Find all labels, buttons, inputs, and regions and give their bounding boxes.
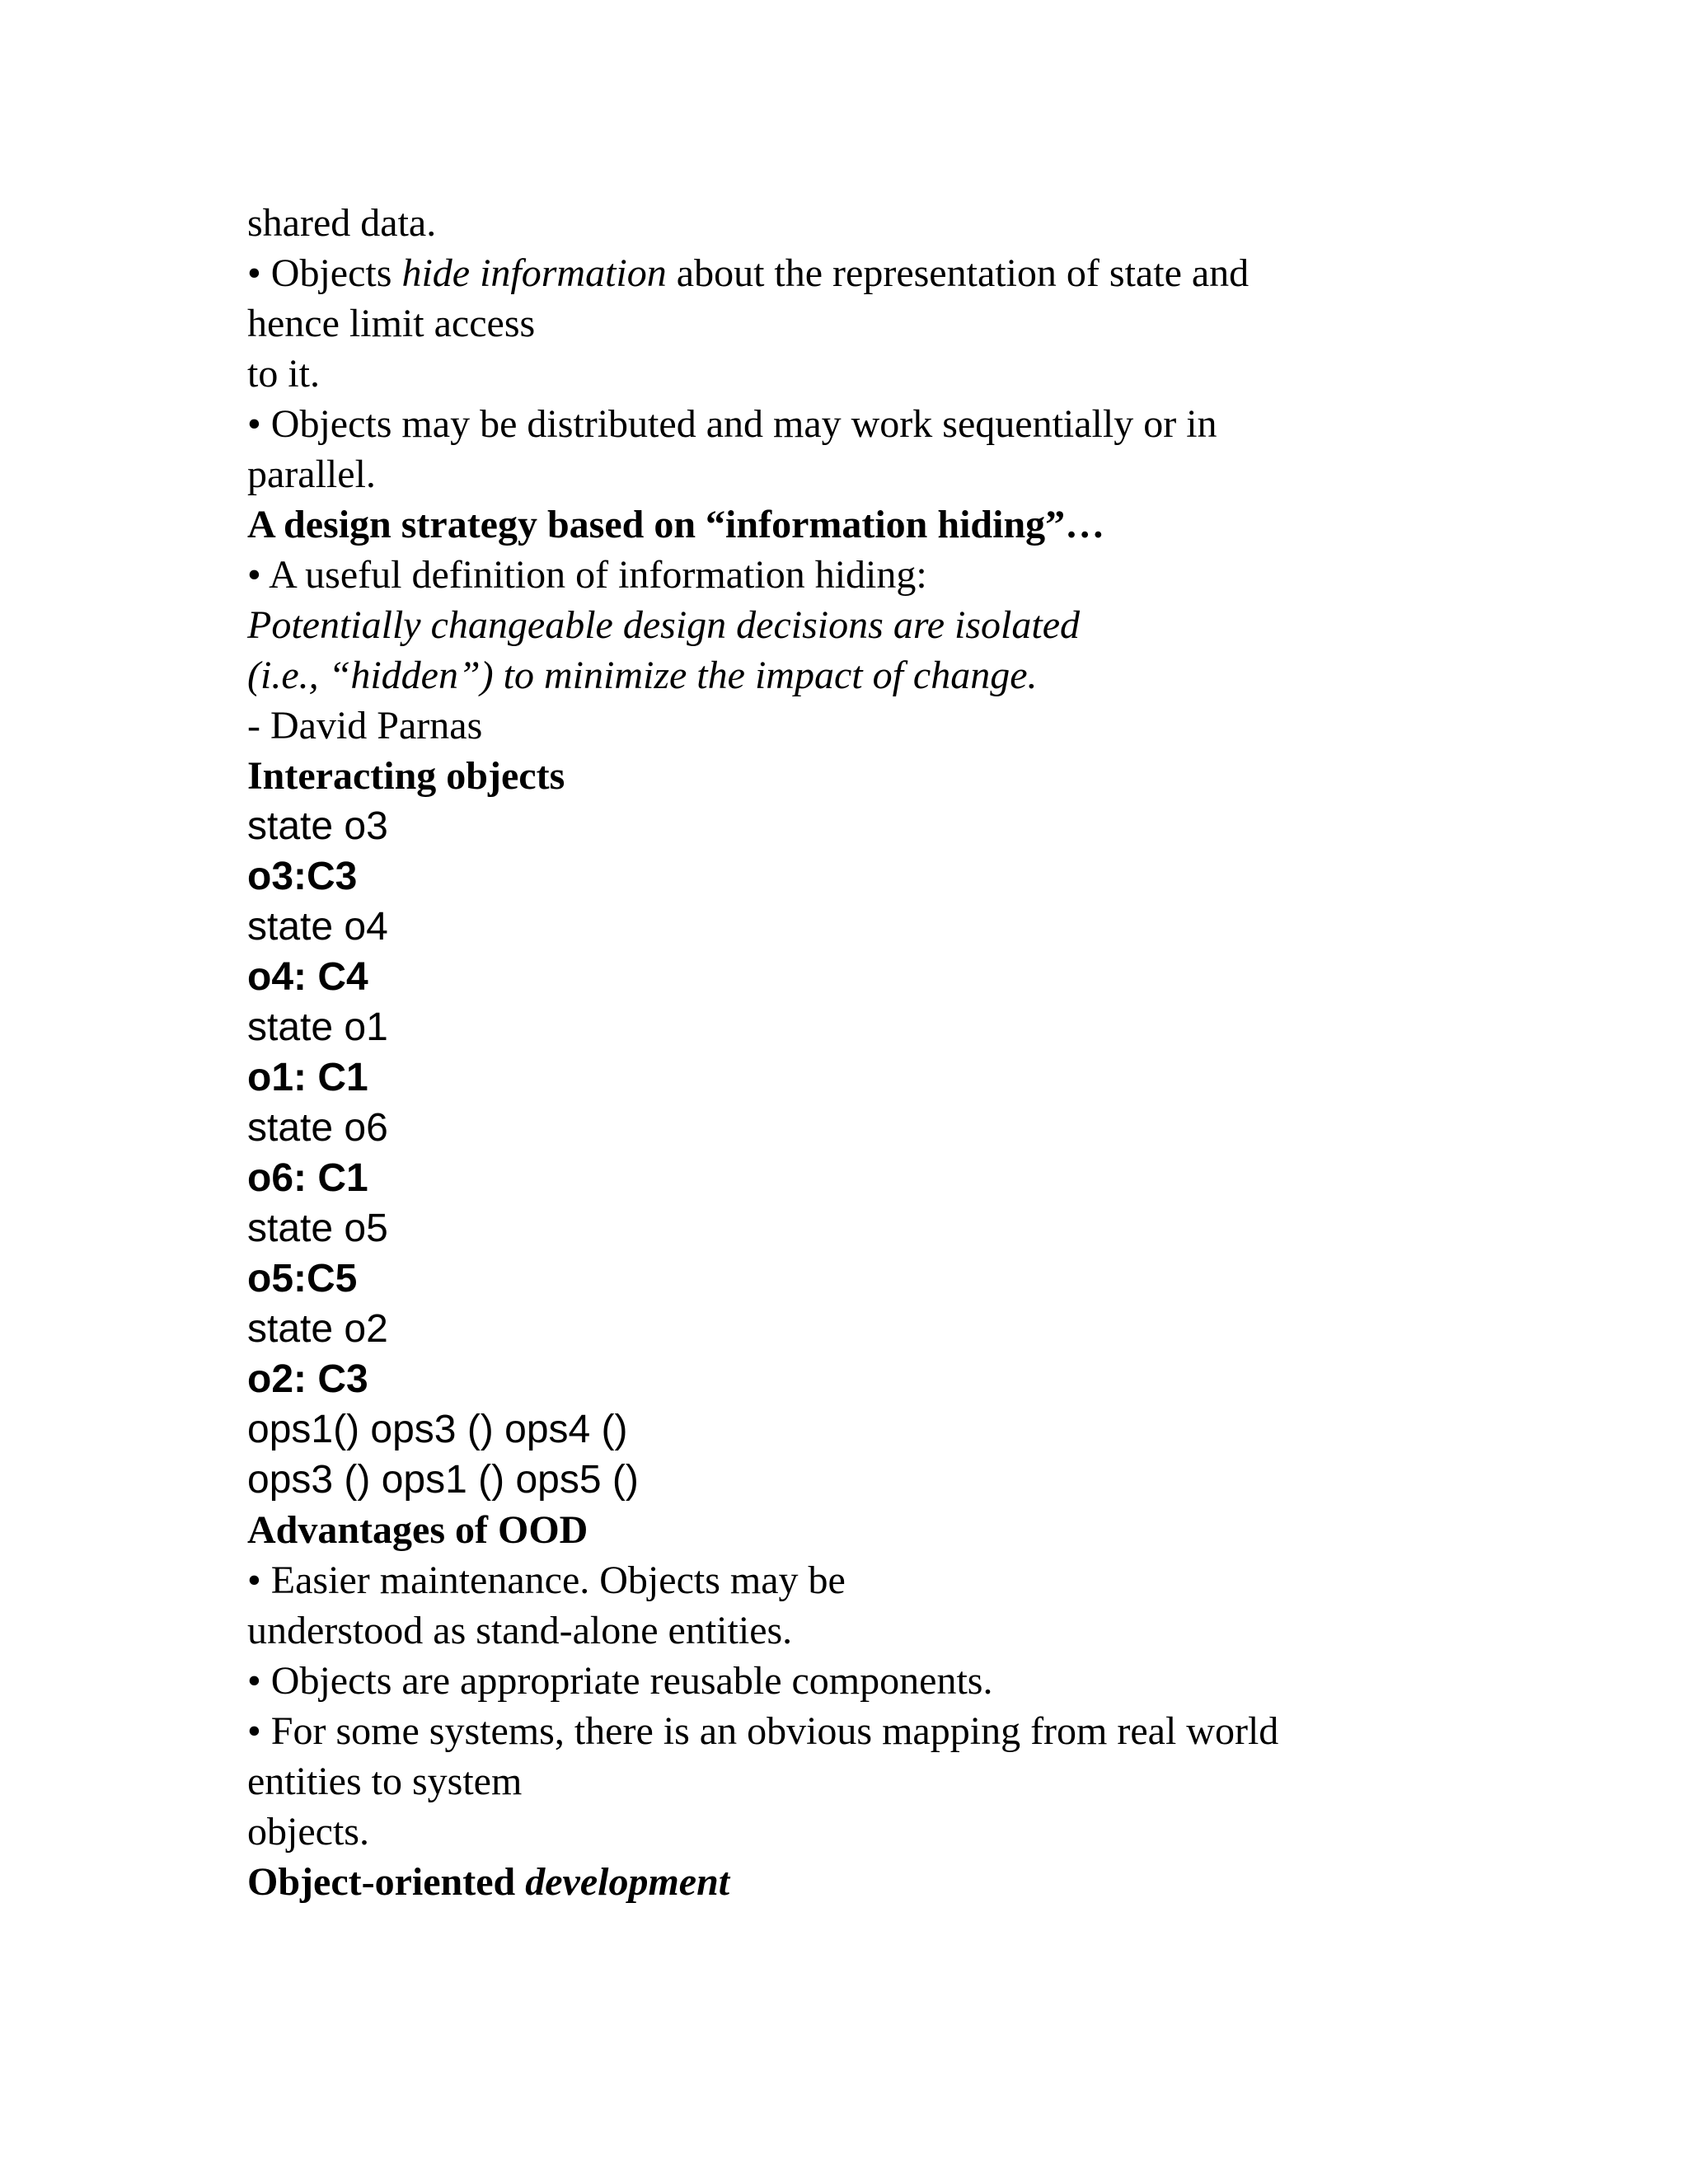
diagram-label: state o6 — [247, 1106, 388, 1150]
diagram-label: state o3 — [247, 804, 388, 848]
emphasis-text: development — [525, 1860, 730, 1904]
heading-design-strategy: A design strategy based on “information hiding”… — [247, 503, 1105, 546]
bullet-definition: • A useful definition of information hiding: — [247, 553, 927, 597]
text-line: hence limit access — [247, 302, 536, 345]
document-page — [247, 198, 1484, 1907]
text-line: objects. — [247, 1810, 369, 1854]
heading-advantages-ood: Advantages of OOD — [247, 1508, 588, 1552]
quote-line: Potentially changeable design decisions are isolated — [247, 603, 1081, 647]
text-line: understood as stand-alone entities. — [247, 1609, 793, 1652]
diagram-object-label: o4: C4 — [247, 955, 368, 999]
text-line: parallel. — [247, 452, 376, 496]
diagram-label: state o2 — [247, 1307, 388, 1351]
diagram-label: state o4 — [247, 905, 388, 949]
heading-oo-development — [247, 1857, 1484, 1907]
emphasis-text: hide information — [401, 251, 667, 295]
bullet-hide-information — [247, 248, 1484, 298]
text-run: about the representation of state and — [666, 251, 1250, 295]
diagram-label: state o5 — [247, 1207, 388, 1250]
diagram-label: state o1 — [247, 1005, 388, 1049]
diagram-ops-label: ops1() ops3 () ops4 () — [247, 1408, 628, 1451]
text-run: • Objects — [247, 251, 402, 295]
diagram-ops-label: ops3 () ops1 () ops5 () — [247, 1458, 639, 1502]
quote-attribution: - David Parnas — [247, 704, 483, 748]
bullet-maintenance: • Easier maintenance. Objects may be — [247, 1558, 846, 1602]
text-line: shared data. — [247, 201, 437, 245]
diagram-object-label: o1: C1 — [247, 1056, 368, 1099]
diagram-object-label: o3:C3 — [247, 855, 358, 898]
bullet-mapping: • For some systems, there is an obvious mapping from real world — [247, 1709, 1279, 1753]
bullet-distributed: • Objects may be distributed and may work sequentially or in — [247, 402, 1217, 446]
diagram-object-label: o2: C3 — [247, 1357, 368, 1401]
diagram-object-label: o6: C1 — [247, 1156, 368, 1200]
text-run: Object-oriented — [247, 1860, 526, 1904]
diagram-object-label: o5:C5 — [247, 1257, 358, 1301]
text-line: to it. — [247, 352, 321, 396]
bullet-reusable: • Objects are appropriate reusable components. — [247, 1659, 993, 1703]
text-line: entities to system — [247, 1760, 523, 1803]
quote-line: (i.e., “hidden”) to minimize the impact of change. — [247, 654, 1038, 697]
heading-interacting-objects: Interacting objects — [247, 754, 565, 798]
